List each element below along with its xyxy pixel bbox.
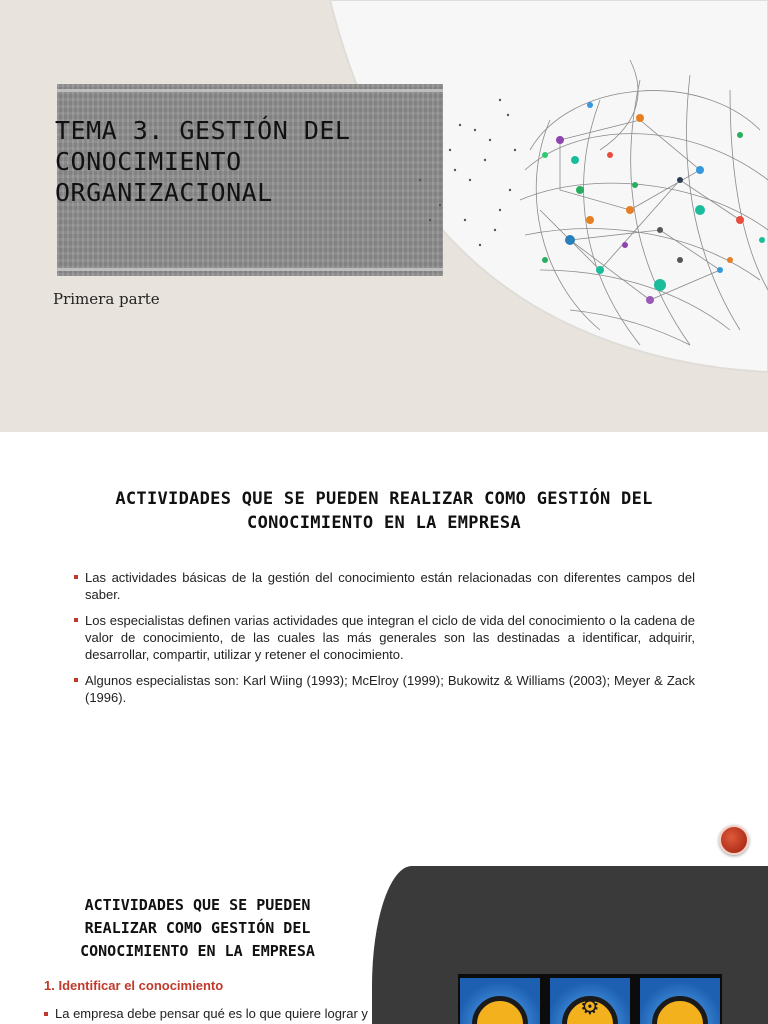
- slide-2: [0, 432, 768, 864]
- network-globe-icon: [400, 60, 768, 350]
- list-item: Algunos especialistas son: Karl Wiing (1993); McElroy (1999); Bukowitz & Williams (2003); Meyer & Zack (1996).: [74, 672, 695, 706]
- slide-2-title: ACTIVIDADES QUE SE PUEDEN REALIZAR COMO GESTIÓN DEL CONOCIMIENTO EN LA EMPRESA: [115, 489, 653, 533]
- slide-1: [0, 0, 768, 432]
- knowledge-icons-image: [458, 974, 722, 1024]
- presentation-title: TEMA 3. GESTIÓN DEL CONOCIMIENTO ORGANIZACIONAL: [55, 116, 351, 207]
- section-heading: 1. Identificar el conocimiento: [44, 978, 224, 993]
- lightbulb-icon: [640, 978, 720, 1024]
- knowledge-tile-icon: [460, 978, 540, 1024]
- gear-icon: ⚙: [550, 978, 630, 1024]
- slide-2-bullet-list: [74, 569, 695, 715]
- list-item: Las actividades básicas de la gestión del conocimiento están relacionadas con diferentes campos del saber.: [74, 569, 695, 603]
- presentation-subtitle: Primera parte: [53, 290, 160, 308]
- slide-3: [0, 864, 768, 1024]
- red-circle-button[interactable]: [719, 825, 749, 855]
- slide-3-title: ACTIVIDADES QUE SE PUEDEN REALIZAR COMO GESTIÓN DEL CONOCIMIENTO EN LA EMPRESA: [80, 896, 315, 960]
- list-item: La empresa debe pensar qué es lo que quiere lograr y: [55, 1006, 385, 1021]
- slide-3-bullet-list: [44, 1006, 385, 1021]
- list-item: Los especialistas definen varias actividades que integran el ciclo de vida del conocimiento o la cadena de valor de conocimiento, de las cuales las más generales son las destinadas a identificar, adquirir, desarrollar, compartir, utilizar y retener el conocimiento.: [74, 612, 695, 663]
